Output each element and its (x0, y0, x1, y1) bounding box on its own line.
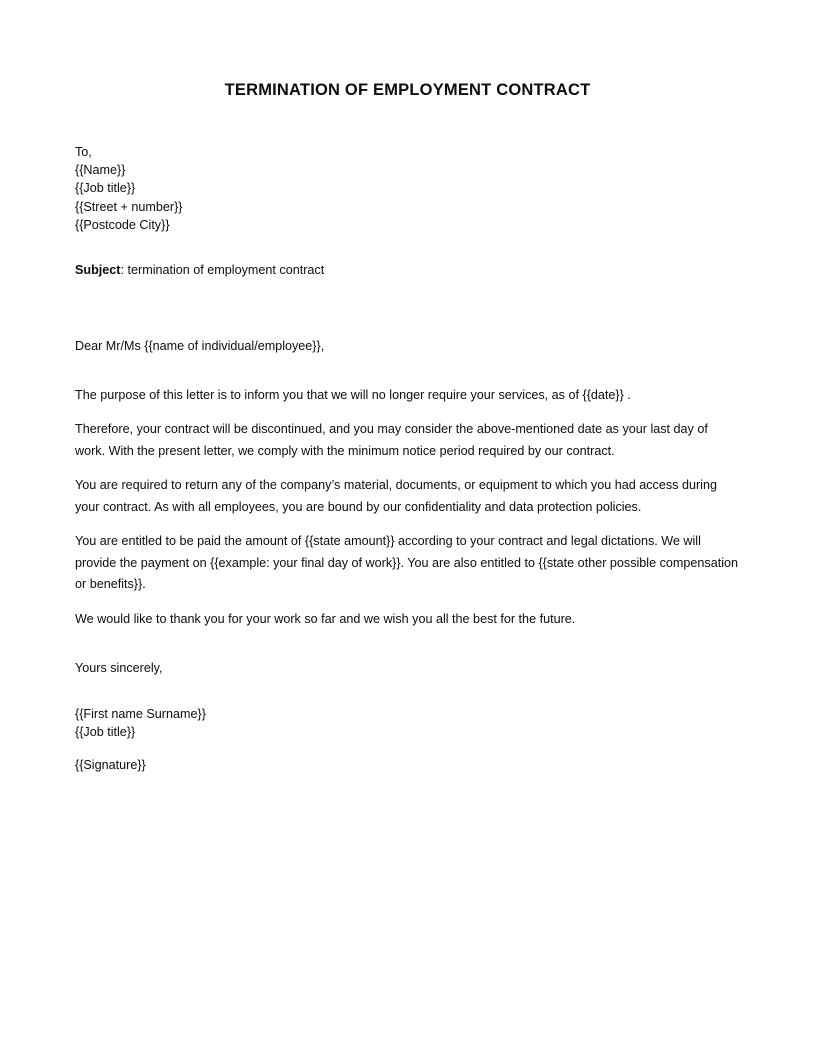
letter-body (75, 385, 740, 631)
signature-job-title: {{Job title}} (75, 724, 136, 739)
body-paragraph-closing-thanks: We would like to thank you for your work so far and we wish you all the best for the future. (75, 611, 576, 626)
body-paragraph-return-property: You are required to return any of the company’s material, documents, or equipment to which you had access during your contract. As with all employees, you are bound by our confidentiality and data protection policies. (75, 478, 717, 514)
address-line-postcode-city: {{Postcode City}} (75, 217, 170, 232)
signature-name: {{First name Surname}} (75, 706, 206, 721)
spacer (75, 630, 740, 659)
spacer (75, 678, 740, 705)
signature-block (75, 705, 740, 775)
spacer (75, 741, 740, 756)
body-paragraph-payment: You are entitled to be paid the amount of {{state amount}} according to your contract and legal dictations. We will provide the payment on {{example: your final day of work}}. You are also entitled to {{state other possible compensation or benefits}}. (75, 534, 739, 592)
spacer (75, 234, 740, 261)
subject-label: Subject (75, 263, 121, 278)
recipient-address-block (75, 143, 740, 234)
body-paragraph-notice-period: Therefore, your contract will be discontinued, and you may consider the above-mentioned date as your last day of work. With the present letter, we comply with the minimum notice period required by our contract. (75, 422, 708, 458)
spacer (75, 101, 740, 143)
subject-separator: : (120, 263, 128, 278)
body-paragraph-purpose: The purpose of this letter is to inform you that we will no longer require your services, as of {{date}} . (75, 387, 631, 402)
spacer (75, 279, 740, 337)
salutation-line: Dear Mr/Ms {{name of individual/employee}}, (75, 339, 325, 354)
address-line-job-title: {{Job title}} (75, 181, 136, 196)
address-line-street: {{Street + number}} (75, 199, 183, 214)
address-line-name: {{Name}} (75, 162, 126, 177)
page-title: TERMINATION OF EMPLOYMENT CONTRACT (224, 81, 591, 99)
spacer (75, 356, 740, 385)
closing-line: Yours sincerely, (75, 661, 163, 676)
subject-value: termination of employment contract (127, 263, 325, 278)
subject-line (75, 261, 740, 279)
address-to-label: To, (75, 144, 92, 159)
signature-placeholder: {{Signature}} (75, 758, 146, 773)
